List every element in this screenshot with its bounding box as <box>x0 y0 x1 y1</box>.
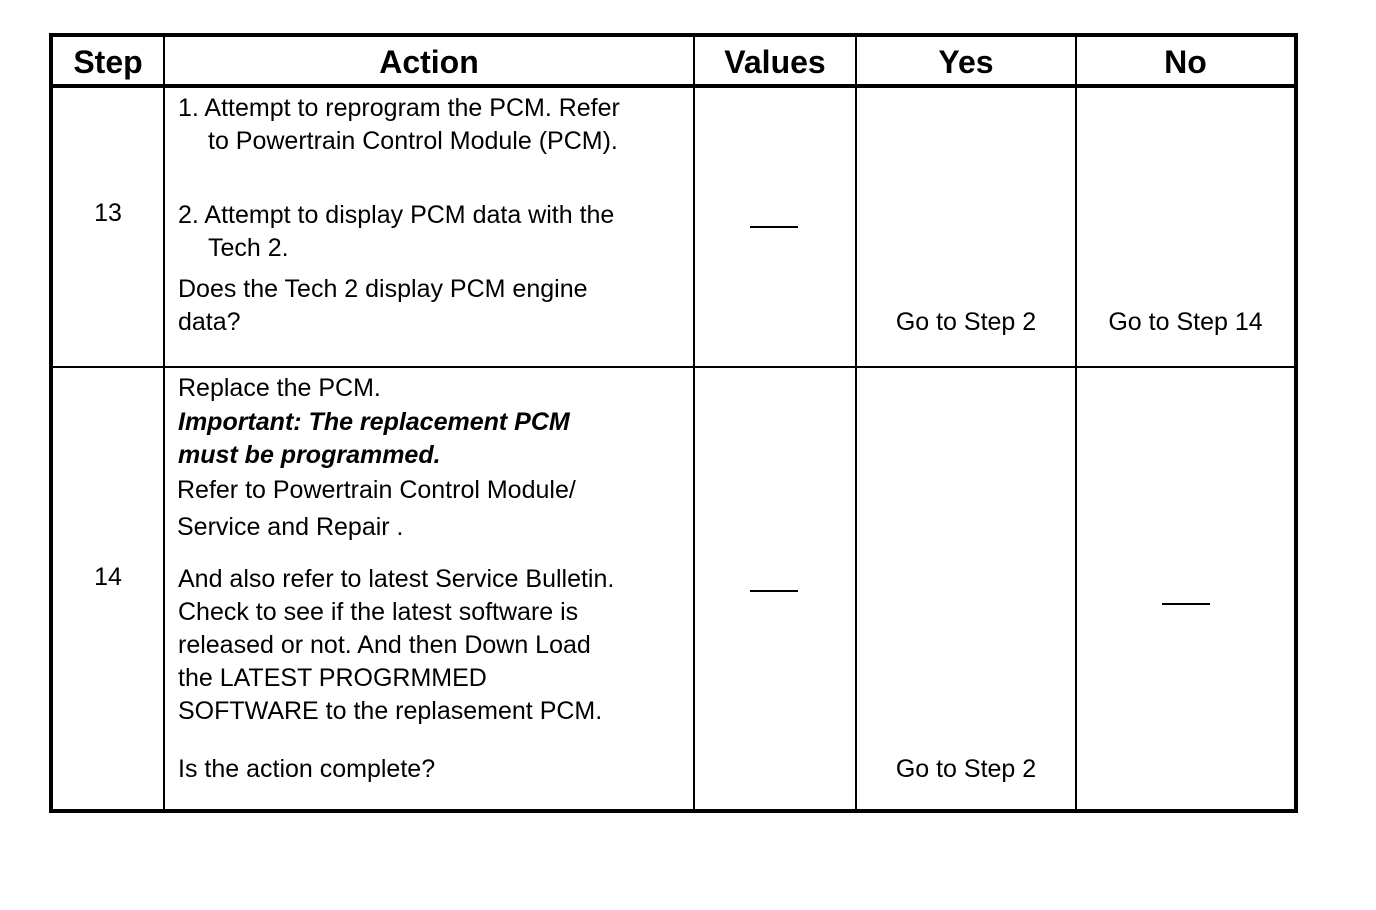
header-no: No <box>1164 44 1207 80</box>
header-values: Values <box>724 44 826 80</box>
action-question: data? <box>178 308 241 336</box>
no-empty-dash <box>1162 603 1210 605</box>
yes-result: Go to Step 2 <box>895 755 1037 783</box>
action-text: Check to see if the latest software is <box>178 598 579 626</box>
column-divider <box>163 37 165 809</box>
action-question: Is the action complete? <box>178 755 436 783</box>
important-note: Important: The replacement PCM <box>178 408 570 436</box>
header-yes: Yes <box>938 44 994 80</box>
values-empty-dash <box>750 226 798 228</box>
step-number: 13 <box>94 199 122 227</box>
column-divider <box>693 37 695 809</box>
values-empty-dash <box>750 590 798 592</box>
header-step: Step <box>73 44 143 80</box>
action-text: Tech 2. <box>208 234 289 262</box>
action-text: the LATEST PROGRMMED <box>178 664 487 692</box>
action-text: Service and Repair . <box>177 513 404 541</box>
action-text: Replace the PCM. <box>178 374 381 402</box>
header-action: Action <box>379 44 479 80</box>
yes-result: Go to Step 2 <box>895 308 1037 336</box>
action-text: to Powertrain Control Module (PCM). <box>208 127 618 155</box>
column-divider <box>855 37 857 809</box>
action-text: Refer to Powertrain Control Module/ <box>177 476 576 504</box>
action-question: Does the Tech 2 display PCM engine <box>178 275 588 303</box>
important-note: must be programmed. <box>178 441 441 469</box>
action-text: 1. Attempt to reprogram the PCM. Refer <box>178 94 620 122</box>
column-divider <box>1075 37 1077 809</box>
action-text: released or not. And then Down Load <box>178 631 591 659</box>
diagnostic-table <box>49 33 1298 813</box>
action-text: 2. Attempt to display PCM data with the <box>178 201 615 229</box>
action-text: And also refer to latest Service Bulletin. <box>178 565 615 593</box>
row-divider <box>53 366 1294 368</box>
step-number: 14 <box>94 563 122 591</box>
no-result: Go to Step 14 <box>1108 308 1263 336</box>
action-text: SOFTWARE to the replasement PCM. <box>178 697 603 725</box>
